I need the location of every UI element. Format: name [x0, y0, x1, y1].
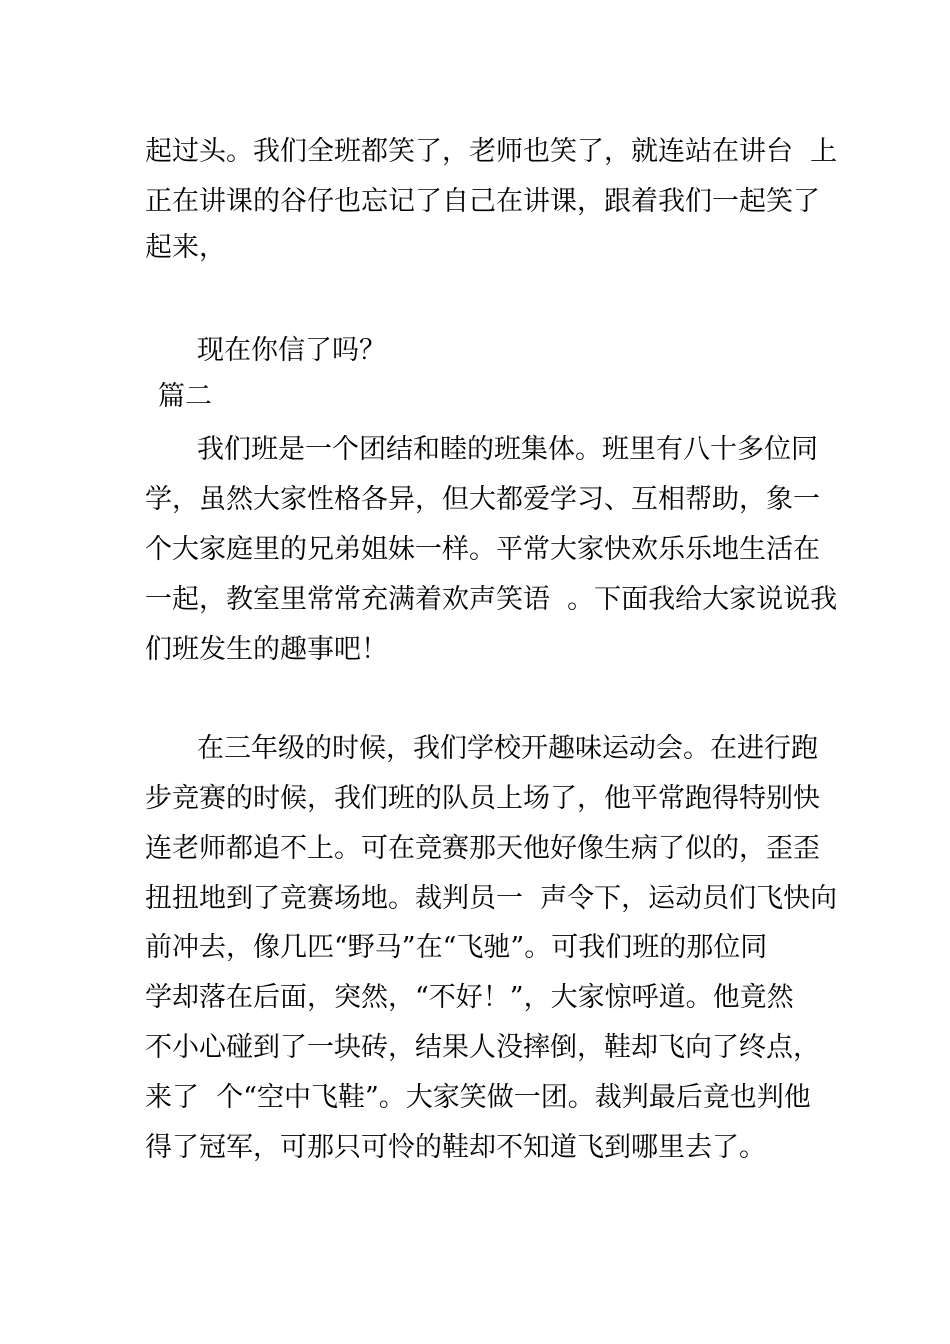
section-heading: 篇二 [158, 381, 212, 412]
text-line: 我们班是一个团结和睦的班集体。班里有八十多位同 [197, 434, 818, 465]
text-line: 不小心碰到了一块砖，结果人没摔倒，鞋却飞向了终点， [145, 1032, 820, 1063]
text-line: 步竞赛的时候，我们班的队员上场了，他平常跑得特别快 [145, 783, 820, 814]
text-line: 们班发生的趣事吧！ [145, 634, 388, 665]
text-line: 得了冠军，可那只可怜的鞋却不知道飞到哪里去了。 [145, 1132, 766, 1163]
text-line: 起来， [145, 232, 226, 263]
text-line: 连老师都追不上。可在竞赛那天他好像生病了似的，歪歪 [145, 833, 820, 864]
text-line: 一起，教室里常常充满着欢声笑语 。下面我给大家说说我 [145, 584, 838, 615]
text-line: 在三年级的时候，我们学校开趣味运动会。在进行跑 [197, 733, 818, 764]
text-line: 扭扭地到了竞赛场地。裁判员一 声令下，运动员们飞快向 [145, 883, 838, 914]
text-line: 起过头。我们全班都笑了，老师也笑了，就连站在讲台 上 [145, 136, 838, 167]
text-line: 学却落在后面，突然，“不好！”，大家惊呼道。他竟然 [145, 982, 794, 1013]
text-line: 前冲去，像几匹“野马”在“飞驰”。可我们班的那位同 [145, 932, 768, 963]
text-line: 正在讲课的谷仔也忘记了自己在讲课，跟着我们一起笑了 [145, 186, 820, 217]
text-line: 个大家庭里的兄弟姐妹一样。平常大家快欢乐乐地生活在 [145, 534, 820, 565]
text-line: 来了 个“空中飞鞋”。大家笑做一团。裁判最后竟也判他 [145, 1082, 811, 1113]
text-line: 学，虽然大家性格各异，但大都爱学习、互相帮助，象一 [145, 484, 820, 515]
question-line: 现在你信了吗？ [197, 335, 386, 366]
